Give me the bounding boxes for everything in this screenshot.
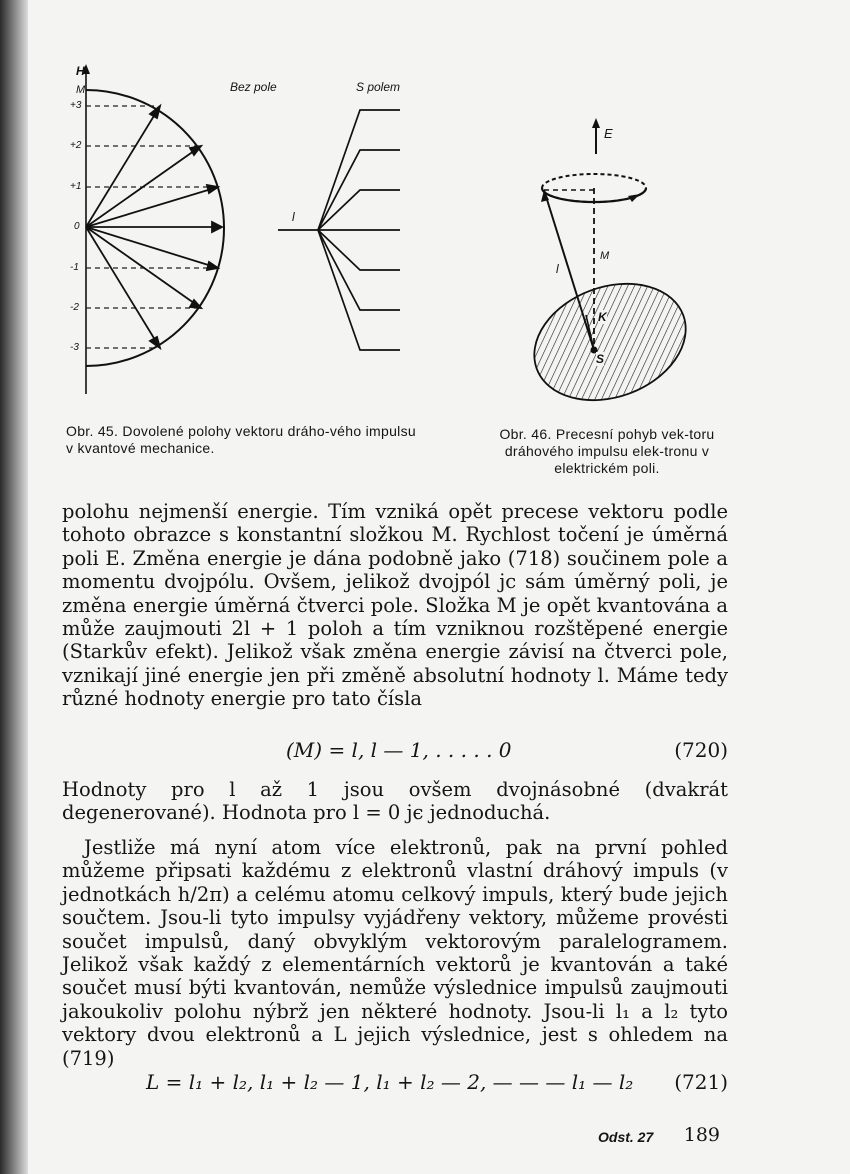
field-e-label: E: [604, 126, 613, 141]
label-without-field: Bez pole: [230, 80, 277, 94]
paragraph-1: polohu nejmenší energie. Tím vzniká opět precese vektoru podle tohoto obrazce s konstantní složkou M. Rychlost točení je úměrná poli E. Změna energie je dána podobně jako (718) součinem pole a momentu dvojpólu. Ovšem, jelikož dvojpól jc sám úměrný poli, je změna energie úměrná čtverci pole. Složka M je opět kvantována a může zaujmouti 2l + 1 poloh a tím vzniknou rozštěpené energie (Starkův efekt). Jelikož však změna energie závisí na čtverci pole, vznikají jiné energie jen při změně absolutní hodnoty l. Máme tedy různé hodnoty energie pro tato čísla: [62, 500, 728, 711]
m-tick-plus1: +1: [70, 181, 82, 192]
figure-46-number: Obr. 46.: [499, 426, 552, 442]
section-label: Odst. 27: [598, 1129, 654, 1145]
figure-45-caption-text: Dovolené polohy vektoru dráho-vého impulsu v kvantové mechanice.: [66, 423, 416, 456]
m-tick-plus2: +2: [70, 140, 82, 151]
page-binding-shadow: [0, 0, 28, 1174]
equation-720-number: (720): [674, 738, 728, 762]
point-s-label: S: [596, 352, 605, 366]
m-tick-minus2: -2: [70, 302, 79, 313]
m-tick-minus3: -3: [70, 342, 79, 353]
equation-720-body: (M) = l, l — 1, . . . . . 0: [286, 738, 512, 762]
point-k-label: K: [598, 310, 607, 324]
page-number: 189: [683, 1124, 720, 1146]
equation-720: [62, 738, 728, 766]
body-text: [62, 500, 728, 711]
m-tick-minus1: -1: [70, 262, 79, 273]
page-footer: [598, 1126, 728, 1147]
figure-46-caption-text: Precesní pohyb vek-toru dráhového impulsu elek-tronu v elektrickém poli.: [504, 426, 715, 476]
body-text-2: [62, 778, 728, 825]
equation-721-body: L = l₁ + l₂, l₁ + l₂ — 1, l₁ + l₂ — 2, — — — l₁ — l₂: [146, 1070, 634, 1094]
figure-46: [500, 110, 710, 410]
figure-46-caption: [482, 426, 732, 477]
figure-45-drawing: [60, 60, 420, 400]
label-with-field: S polem: [356, 80, 401, 94]
axis-m-label: M: [76, 84, 86, 96]
paragraph-3: Jestliže má nyní atom více elektronů, pak na první pohled můžeme připsati každému z elektronů vlastní dráhový impuls (v jednotkách h/2π) a celému atomu celkový impuls, který bude jejich součtem. Jsou-li tyto impulsy vyjádřeny vektory, můžeme provésti součet impulsů, daný obvyklým vektorovým paralelogramem. Jelikož však každý z elementárních vektorů je kvantován a také součet musí býti kvantován, nemůže výslednice impulsů zaujmouti jakoukoliv polohu nýbrž jen některé hodnoty. Jsou-li l₁ a l₂ tyto vektory dvou elektronů a L jejich výslednice, jest s ohledem na (719): [62, 836, 728, 1070]
vector-m-label: M: [600, 250, 610, 262]
figure-45: [60, 60, 420, 400]
m-tick-plus3: +3: [70, 100, 82, 111]
m-tick-0: 0: [74, 221, 80, 232]
paragraph-2: Hodnoty pro l až 1 jsou ovšem dvojnásobné (dvakrát degenerované). Hodnota pro l = 0 jє jednoduchá.: [62, 778, 728, 825]
level-l-label: l: [292, 210, 295, 224]
figure-45-caption: [66, 423, 416, 457]
equation-721: [62, 1070, 728, 1098]
figure-45-number: Obr. 45.: [66, 423, 119, 439]
equation-721-number: (721): [674, 1070, 728, 1094]
body-text-3: [62, 836, 728, 1070]
axis-h-label: H: [76, 64, 85, 78]
vector-l-label: l: [556, 262, 559, 276]
